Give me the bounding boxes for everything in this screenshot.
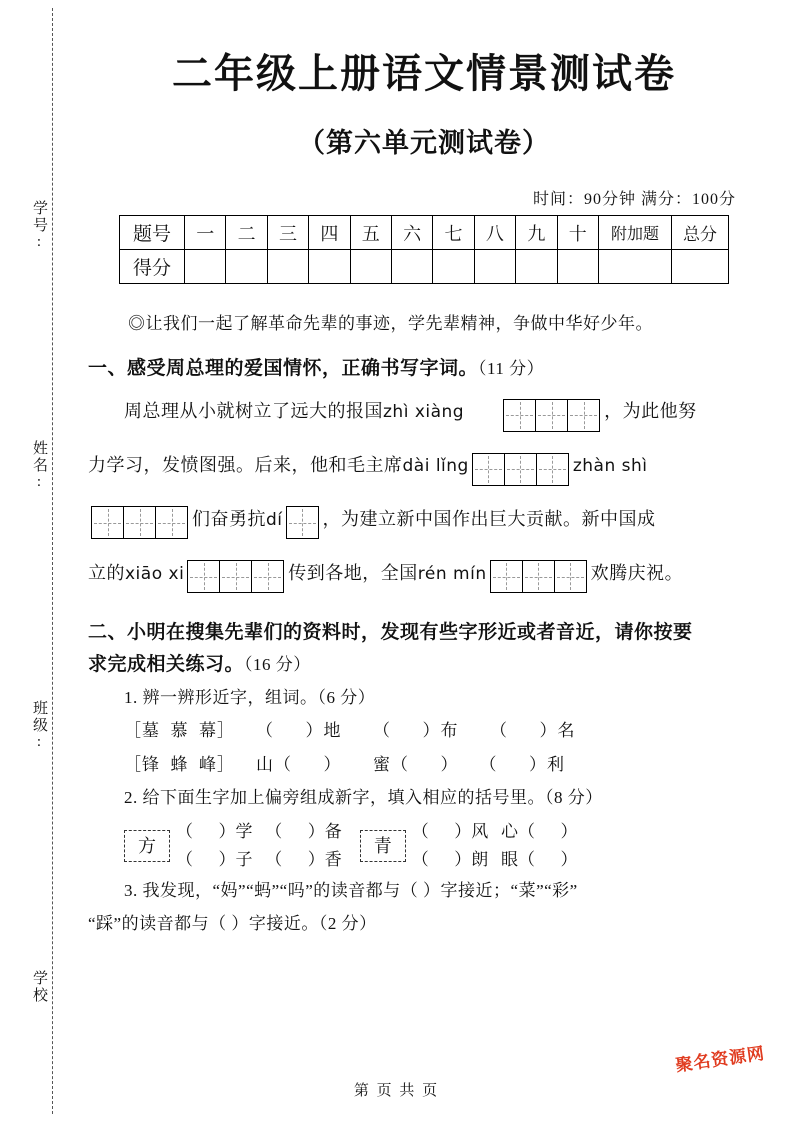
q1-line4-text-c: 欢腾庆祝。	[590, 563, 684, 584]
question-2-3-line-1[interactable]: 3. 我发现，“妈”“蚂”“吗”的读音都与（ ）字接近；“菜”“彩”	[124, 881, 578, 901]
page-footer: 第 页 共 页	[353, 1083, 440, 1099]
question-2-heading	[88, 617, 760, 682]
question-2-3-points: （2 分）	[318, 914, 377, 934]
exam-meta: 时间：90分钟 满分：100分	[532, 191, 736, 208]
table-row-score	[120, 250, 729, 284]
question-2-3-line-2[interactable]	[88, 907, 760, 940]
score-cell-2[interactable]	[226, 250, 267, 284]
radical-box-fang: 方	[124, 830, 170, 862]
score-cell-6[interactable]	[391, 250, 432, 284]
question-2-title-line-2	[88, 649, 760, 681]
table-row-header	[120, 216, 729, 250]
score-cell-5[interactable]	[350, 250, 391, 284]
tianzige-box[interactable]	[536, 453, 569, 486]
side-label-student-id: 学号:	[31, 200, 47, 252]
score-table-row-label-1: 题号	[120, 216, 185, 250]
lead-statement: ◎让我们一起了解革命先辈的事迹，学先辈精神，争做中华好少年。	[128, 314, 653, 333]
answer-boxes-zhanshi[interactable]	[92, 495, 188, 547]
score-table-col-7: 七	[433, 216, 474, 250]
answer-boxes-zhixiang[interactable]	[468, 387, 600, 439]
question-1-line-1	[88, 385, 760, 439]
score-cell-9[interactable]	[516, 250, 557, 284]
score-table-col-3: 三	[267, 216, 308, 250]
side-label-name: 姓名:	[31, 440, 47, 492]
radical-fang-row-1[interactable]: （ ）学 （ ）备	[176, 822, 342, 842]
question-1-points: （11 分）	[478, 359, 545, 379]
score-cell-10[interactable]	[557, 250, 598, 284]
q1-line3-text-a: 们奋勇抗	[192, 509, 266, 530]
score-table-col-8: 八	[474, 216, 515, 250]
q1-line2-text-a: 力学习，发愤图强。后来，他和毛主席	[88, 455, 403, 476]
question-1-heading	[88, 353, 760, 385]
watermark: 聚名资源网	[674, 1043, 767, 1076]
question-1-line-3	[88, 493, 760, 547]
question-1-line-4	[88, 547, 760, 601]
q1-line4-text-a: 立的	[88, 563, 125, 584]
q1-line3-text-b: ，为建立新中国作出巨大贡献。新中国成	[322, 509, 656, 530]
tianzige-box[interactable]	[490, 560, 523, 593]
q1-line2-pinyin: dài lǐng	[402, 456, 469, 477]
question-2-2-points: （8 分）	[545, 787, 603, 807]
score-cell-4[interactable]	[309, 250, 350, 284]
question-2-points: （16 分）	[244, 655, 311, 675]
question-2-title-line-2-text: 求完成相关练习。	[88, 654, 245, 676]
question-2-3-line-2-text: “踩”的读音都与（ ）字接近。	[88, 914, 319, 934]
tianzige-box[interactable]	[554, 560, 587, 593]
score-table-col-1: 一	[185, 216, 226, 250]
tianzige-box[interactable]	[219, 560, 252, 593]
radical-box-qing: 青	[360, 830, 406, 862]
answer-boxes-xiaoxi[interactable]	[188, 549, 284, 601]
radical-qing-rows[interactable]	[412, 818, 578, 874]
question-2-1-points: （6 分）	[317, 687, 376, 707]
question-2-title-line-1: 二、小明在搜集先辈们的资料时，发现有些字形近或者音近，请你按要	[88, 621, 693, 643]
score-table-col-total: 总分	[672, 216, 729, 250]
page-subtitle: （第六单元测试卷）	[298, 128, 550, 158]
q1-line1-text-a: 周总理从小就树立了远大的报国	[124, 401, 383, 422]
tianzige-box[interactable]	[251, 560, 284, 593]
radical-qing-row-1[interactable]: （ ）风 心（ ）	[411, 822, 578, 842]
question-2-2-text: 2. 给下面生字加上偏旁组成新字，填入相应的括号里。	[124, 787, 545, 807]
q1-line1-text-b: ，为此他努	[604, 401, 697, 422]
radical-fang-row-2[interactable]: （ ）子 （ ）香	[176, 850, 342, 870]
score-table-col-6: 六	[391, 216, 432, 250]
q1-line1-pinyin: zhì xiàng	[383, 402, 465, 423]
score-table-row-label-2: 得分	[120, 250, 185, 284]
tianzige-box[interactable]	[503, 399, 536, 432]
q1-line4-text-b: 传到各地，全国	[288, 563, 418, 584]
tianzige-box[interactable]	[522, 560, 555, 593]
score-table-col-5: 五	[350, 216, 391, 250]
tianzige-box[interactable]	[123, 506, 156, 539]
score-table-col-4: 四	[309, 216, 350, 250]
question-2-2-answer-area	[124, 818, 760, 874]
answer-boxes-di[interactable]	[287, 495, 319, 547]
question-1-line-2	[88, 439, 760, 493]
question-1-title: 一、感受周总理的爱国情怀，正确书写字词。	[88, 358, 479, 380]
answer-boxes-renmin[interactable]	[491, 549, 587, 601]
side-label-school: 学校	[31, 970, 47, 1004]
score-table-col-9: 九	[516, 216, 557, 250]
score-table-col-2: 二	[226, 216, 267, 250]
tianzige-box[interactable]	[535, 399, 568, 432]
q1-line2-pinyin-2: zhàn shì	[572, 456, 648, 477]
question-2-1-text: 1. 辨一辨形近字，组词。	[124, 687, 318, 707]
score-cell-7[interactable]	[433, 250, 474, 284]
score-table	[119, 215, 729, 284]
tianzige-box[interactable]	[286, 506, 319, 539]
q1-line4-pinyin: xiāo xi	[125, 564, 185, 585]
answer-boxes-dailing[interactable]	[473, 441, 569, 493]
tianzige-box[interactable]	[472, 453, 505, 486]
radical-qing-row-2[interactable]: （ ）朗 眼（ ）	[411, 850, 578, 870]
q1-line4-pinyin-2: rén mín	[417, 564, 487, 585]
q1-line3-pinyin: dí	[266, 510, 283, 531]
tianzige-box[interactable]	[504, 453, 537, 486]
question-2-1-row-1[interactable]: ［墓 慕 幕］ （ ）地 （ ）布 （ ）名	[124, 720, 576, 740]
page-title: 二年级上册语文情景测试卷	[172, 52, 676, 96]
score-table-col-10: 十	[557, 216, 598, 250]
tianzige-box[interactable]	[567, 399, 600, 432]
question-2-2	[124, 782, 760, 814]
score-cell-8[interactable]	[474, 250, 515, 284]
score-cell-total[interactable]	[672, 250, 729, 284]
tianzige-box[interactable]	[91, 506, 124, 539]
tianzige-box[interactable]	[155, 506, 188, 539]
score-cell-3[interactable]	[267, 250, 308, 284]
document-body	[88, 0, 760, 940]
side-label-class: 班级:	[31, 700, 47, 752]
radical-fang-rows[interactable]	[176, 818, 342, 874]
question-2-1	[124, 682, 760, 714]
score-table-col-extra: 附加题	[599, 216, 672, 250]
question-2-1-row-2[interactable]: ［锋 蜂 峰］ 山（ ） 蜜（ ） （ ）利	[124, 754, 565, 774]
side-label-group	[24, 180, 54, 1060]
tianzige-box[interactable]	[187, 560, 220, 593]
score-cell-extra[interactable]	[599, 250, 672, 284]
score-cell-1[interactable]	[185, 250, 226, 284]
